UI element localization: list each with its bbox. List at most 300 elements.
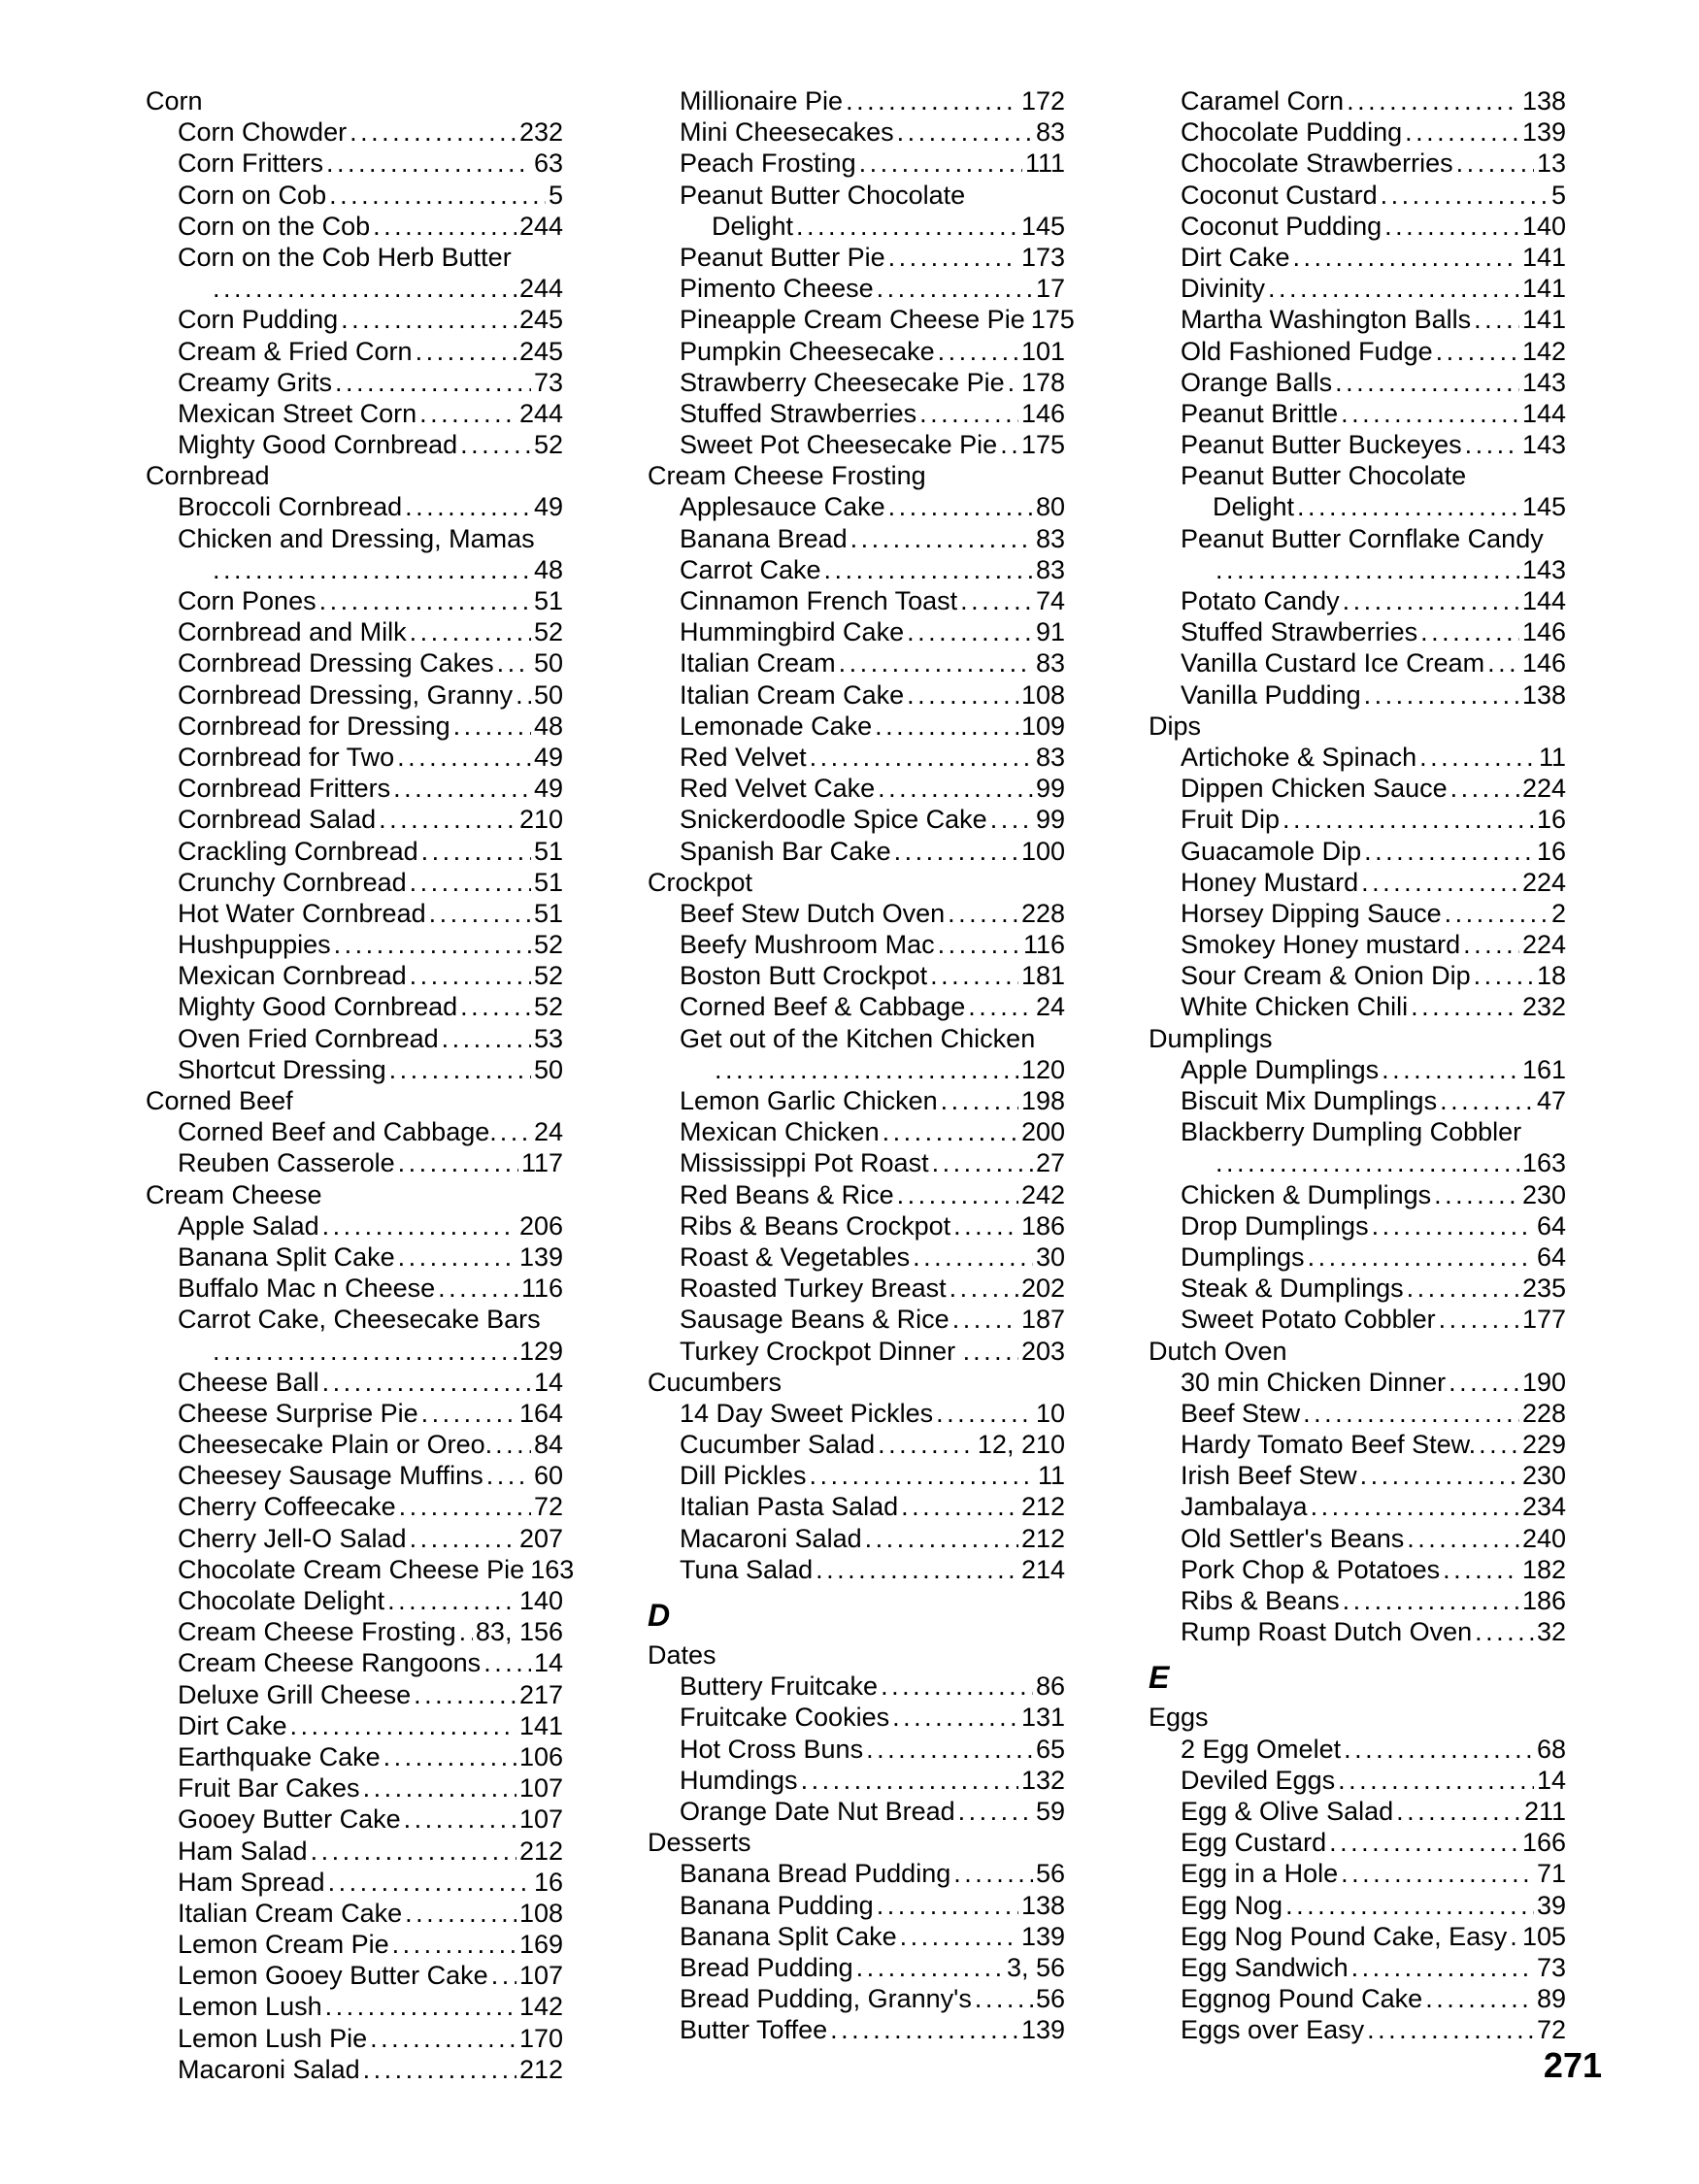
entry-title: Divinity <box>1181 274 1266 304</box>
index-entry <box>680 711 1065 742</box>
page-ref: 244 <box>518 274 563 304</box>
index-entry <box>178 1147 563 1178</box>
index-entry <box>178 1241 563 1273</box>
page-ref: 232 <box>518 117 563 148</box>
entry-title: Artichoke & Spinach <box>1181 742 1417 772</box>
index-entry-wrap-first <box>680 180 1065 211</box>
page-ref: 146 <box>1521 648 1566 678</box>
page-ref: 141 <box>1521 242 1566 272</box>
entry-title: Egg & Olive Salad <box>1181 1796 1394 1826</box>
dot-leader <box>290 1710 516 1741</box>
page-ref: 170 <box>518 2023 563 2053</box>
page-ref: 14 <box>533 1367 563 1397</box>
index-entry <box>178 398 563 429</box>
page-ref: 235 <box>1521 1274 1566 1304</box>
entry-title: Peanut Brittle <box>1181 398 1339 428</box>
page-ref: 217 <box>518 1679 563 1709</box>
dot-leader <box>1000 429 1018 460</box>
index-entry <box>1181 1210 1566 1241</box>
index-entry <box>1181 2014 1566 2045</box>
entry-title: Cornbread and Milk <box>178 617 407 647</box>
dot-leader <box>421 836 531 867</box>
entry-title: Guacamole Dip <box>1181 836 1362 866</box>
index-entry-wrap-first <box>1181 460 1566 491</box>
entry-title: Roasted Turkey Breast <box>680 1274 947 1304</box>
page-ref: 84 <box>533 1430 563 1460</box>
dot-leader <box>1443 1554 1519 1585</box>
category-header <box>146 1179 563 1210</box>
page-ref: 141 <box>1521 274 1566 304</box>
dot-leader <box>1407 1273 1519 1304</box>
entry-title: Ribs & Beans <box>1181 1586 1340 1615</box>
page-ref: 182 <box>1521 1554 1566 1584</box>
dot-leader <box>839 647 1033 678</box>
category-title: Cream Cheese <box>146 1179 322 1209</box>
index-entry <box>1181 1085 1566 1116</box>
page-ref: 143 <box>1521 430 1566 460</box>
page-ref: 59 <box>1035 1796 1065 1826</box>
index-entry <box>1181 1241 1566 1273</box>
index-entry <box>1181 804 1566 835</box>
entry-title: Banana Split Cake <box>178 1241 395 1272</box>
page-ref: 232 <box>1521 992 1566 1022</box>
index-entry <box>178 1429 563 1460</box>
index-entry <box>1181 773 1566 804</box>
index-entry <box>680 1671 1065 1702</box>
entry-title: Egg Nog <box>1181 1890 1283 1920</box>
page-ref: 17 <box>1035 274 1065 304</box>
dot-leader <box>953 1210 1018 1241</box>
dot-leader <box>410 867 531 898</box>
dot-leader <box>325 1991 516 2022</box>
page-ref: 83, 156 <box>475 1617 563 1647</box>
entry-title: Banana Split Cake <box>680 1921 897 1951</box>
dot-leader <box>856 1952 1004 1983</box>
index-entry <box>178 1960 563 1991</box>
page-ref: 48 <box>533 711 563 741</box>
entry-title: Eggs over Easy <box>1181 2015 1365 2045</box>
page-ref: 117 <box>520 1148 563 1178</box>
index-entry <box>178 1803 563 1835</box>
dot-leader <box>1367 2014 1534 2045</box>
page-ref: 56 <box>1035 1984 1065 2014</box>
dot-leader <box>416 336 516 367</box>
index-entry <box>178 367 563 398</box>
dot-leader <box>1381 180 1549 211</box>
entry-title: Hushpuppies <box>178 930 331 960</box>
index-entry <box>178 929 563 960</box>
entry-title: Ham Salad <box>178 1836 308 1866</box>
page-ref: 5 <box>548 180 563 210</box>
page-ref: 143 <box>1521 367 1566 397</box>
page-ref: 141 <box>1521 305 1566 335</box>
category-header <box>648 1639 1065 1671</box>
entry-title: Drop Dumplings <box>1181 1210 1369 1241</box>
entry-title: Cheese Ball <box>178 1367 319 1397</box>
entry-title: Deluxe Grill Cheese <box>178 1679 412 1709</box>
page-ref: 244 <box>518 398 563 428</box>
index-entry <box>1181 1179 1566 1210</box>
dot-leader <box>405 1898 516 1929</box>
entry-title: Lemonade Cake <box>680 711 873 741</box>
dot-leader <box>1419 742 1536 773</box>
category-title: Desserts <box>648 1828 751 1858</box>
dot-leader <box>936 1398 1033 1429</box>
page-ref: 139 <box>1020 1921 1065 1951</box>
page-ref: 230 <box>1521 1461 1566 1491</box>
index-entry <box>1181 1858 1566 1889</box>
entry-title: Corn on the Cob <box>178 211 371 241</box>
page-ref: 83 <box>1035 742 1065 772</box>
entry-title: Chicken and Dressing, Mamas <box>178 523 535 553</box>
entry-title: Peanut Butter Pie <box>680 242 885 272</box>
category-title: Corned Beef <box>146 1086 293 1115</box>
page-ref: 24 <box>533 1117 563 1147</box>
index-entry <box>178 1898 563 1929</box>
dot-leader <box>491 1960 516 1991</box>
index-entry <box>680 336 1065 367</box>
index-entry <box>178 585 563 616</box>
index-entry <box>178 1647 563 1678</box>
entry-title: Cornbread for Two <box>178 742 395 772</box>
index-entry <box>178 2023 563 2054</box>
page-ref: 245 <box>518 336 563 366</box>
index-entry-continuation <box>210 554 563 585</box>
entry-title: Egg Custard <box>1181 1828 1327 1858</box>
page-ref: 107 <box>518 1804 563 1835</box>
index-entry-wrap-first <box>178 523 563 554</box>
entry-title: Cheesey Sausage Muffins <box>178 1461 483 1491</box>
entry-title: Bread Pudding <box>680 1952 853 1982</box>
entry-title: Mexican Street Corn <box>178 398 417 428</box>
index-column-2 <box>648 85 1075 2045</box>
page-ref: 11 <box>1538 742 1566 772</box>
page-ref: 49 <box>533 492 563 522</box>
entry-title: Chocolate Cream Cheese Pie <box>178 1554 525 1584</box>
index-entry <box>1181 1398 1566 1429</box>
page-ref: 30 <box>1035 1241 1065 1272</box>
index-entry <box>1181 616 1566 647</box>
entry-title: Cucumber Salad <box>680 1430 876 1460</box>
dot-leader <box>1384 211 1519 242</box>
entry-title: Irish Beef Stew <box>1181 1461 1357 1491</box>
index-entry-wrap-first <box>680 1023 1065 1054</box>
index-entry <box>680 1304 1065 1335</box>
entry-title: Sweet Pot Cheesecake Pie <box>680 430 998 460</box>
dot-leader <box>213 1336 516 1367</box>
entry-title: Buttery Fruitcake <box>680 1671 879 1702</box>
dot-leader <box>907 679 1018 711</box>
dot-leader <box>1308 1241 1534 1273</box>
page-ref: 177 <box>1521 1305 1566 1335</box>
index-entry <box>178 867 563 898</box>
dot-leader <box>888 242 1018 273</box>
index-entry <box>1181 1734 1566 1765</box>
page-ref: 109 <box>1020 711 1065 741</box>
entry-title: Cornbread Dressing, Granny <box>178 679 514 710</box>
entry-title: Boston Butt Crockpot <box>680 961 928 991</box>
index-entry <box>178 991 563 1022</box>
dot-leader <box>1463 929 1519 960</box>
index-entry <box>1181 929 1566 960</box>
entry-title: Bread Pudding, Granny's <box>680 1984 972 2014</box>
dot-leader <box>865 1523 1018 1554</box>
dot-leader <box>410 616 531 647</box>
index-entry <box>680 1523 1065 1554</box>
entry-title: Fruit Dip <box>1181 805 1281 835</box>
dot-leader <box>1465 429 1519 460</box>
index-entry <box>680 1336 1065 1367</box>
page-ref: 48 <box>533 554 563 584</box>
index-entry <box>178 898 563 929</box>
page-ref: 210 <box>518 805 563 835</box>
dot-leader <box>213 554 531 585</box>
entry-title: Banana Pudding <box>680 1890 874 1920</box>
entry-title: Cheesecake Plain or Oreo. <box>178 1430 493 1460</box>
category-header <box>648 460 1065 491</box>
entry-title: Gooey Butter Cake <box>178 1804 401 1835</box>
dot-leader <box>1439 1304 1519 1335</box>
entry-title: Hot Water Cornbread <box>178 898 426 928</box>
page-ref: 56 <box>1035 1859 1065 1889</box>
page-ref: 175 <box>1030 305 1075 335</box>
dot-leader <box>883 1116 1018 1147</box>
dot-leader <box>322 1367 531 1398</box>
page-ref: 181 <box>1020 961 1065 991</box>
entry-title: Potato Candy <box>1181 586 1340 615</box>
index-entry-wrap-first <box>178 1304 563 1335</box>
entry-title: Egg Sandwich <box>1181 1952 1349 1982</box>
page-ref: 51 <box>533 898 563 928</box>
page-ref: 2 <box>1550 898 1566 928</box>
entry-title: Cinnamon French Toast <box>680 586 958 615</box>
entry-title: Old Settler's Beans <box>1181 1523 1405 1553</box>
dot-leader <box>1311 1491 1519 1522</box>
entry-title: Cream Cheese Frosting <box>178 1617 456 1647</box>
dot-leader <box>373 211 516 242</box>
index-entry <box>1181 1523 1566 1554</box>
index-entry <box>178 647 563 678</box>
dot-leader <box>1382 1054 1519 1085</box>
category-header <box>1149 1023 1566 1054</box>
index-entry-continuation <box>210 1336 563 1367</box>
entry-title: Italian Cream Cake <box>680 679 905 710</box>
page-ref: 163 <box>530 1554 575 1584</box>
page-ref: 140 <box>518 1586 563 1615</box>
entry-title: Earthquake Cake <box>178 1741 381 1771</box>
dot-leader <box>888 491 1033 522</box>
dot-leader <box>897 116 1033 148</box>
dot-leader <box>1364 836 1534 867</box>
entry-title: Mighty Good Cornbread <box>178 992 458 1022</box>
dot-leader <box>907 616 1033 647</box>
entry-title: Pimento Cheese <box>680 274 874 304</box>
entry-title: Oven Fried Cornbread <box>178 1023 439 1053</box>
category-header <box>146 1085 563 1116</box>
entry-title: Orange Date Nut Bread <box>680 1796 955 1826</box>
page-ref: 198 <box>1020 1086 1065 1115</box>
index-entry <box>1181 1983 1566 2014</box>
dot-leader <box>326 148 531 179</box>
entry-title: Corn Pones <box>178 586 316 615</box>
dot-leader <box>801 1765 1018 1796</box>
page-ref: 212 <box>518 2054 563 2084</box>
page-ref: 146 <box>1521 617 1566 647</box>
entry-title: Peanut Butter Buckeyes <box>1181 430 1462 460</box>
entry-title: Dumplings <box>1181 1241 1305 1272</box>
index-entry <box>1181 242 1566 273</box>
category-title: Dips <box>1149 711 1202 741</box>
dot-leader <box>363 2054 516 2085</box>
page-ref: 60 <box>533 1461 563 1491</box>
index-entry <box>178 1367 563 1398</box>
dot-leader <box>383 1741 516 1772</box>
index-entry <box>680 554 1065 585</box>
page-ref: 228 <box>1020 898 1065 928</box>
entry-title: Butter Toffee <box>680 2015 828 2045</box>
dot-leader <box>1360 1460 1519 1491</box>
page-ref: 138 <box>1521 679 1566 710</box>
index-entry <box>1181 1585 1566 1616</box>
page-ref: 166 <box>1521 1828 1566 1858</box>
index-entry <box>1181 1796 1566 1827</box>
entry-title: Crunchy Cornbread <box>178 867 407 897</box>
dot-leader <box>938 336 1018 367</box>
page-ref: 144 <box>1521 398 1566 428</box>
page-ref: 14 <box>533 1648 563 1678</box>
category-header <box>648 1367 1065 1398</box>
entry-title: White Chicken Chili <box>1181 992 1409 1022</box>
dot-leader <box>1285 1890 1534 1921</box>
entry-title: Corn Fritters <box>178 149 324 179</box>
entry-title: Corn Pudding <box>178 305 339 335</box>
dot-leader <box>393 773 531 804</box>
entry-title: Crackling Cornbread <box>178 836 418 866</box>
page-ref: 89 <box>1536 1984 1566 2014</box>
entry-title: Honey Mustard <box>1181 867 1359 897</box>
entry-title: Egg in a Hole <box>1181 1859 1339 1889</box>
index-entry <box>178 2054 563 2085</box>
dot-leader <box>1335 367 1519 398</box>
index-entry <box>178 180 563 211</box>
index-entry <box>1181 1273 1566 1304</box>
dot-leader <box>213 273 516 304</box>
entry-title: Egg Nog Pound Cake, Easy <box>1181 1921 1508 1951</box>
index-entry <box>680 1983 1065 2014</box>
dot-leader <box>1361 867 1519 898</box>
page-ref: 163 <box>1521 1148 1566 1178</box>
entry-title: Cornbread Fritters <box>178 774 391 804</box>
dot-leader <box>990 804 1033 835</box>
category-title: Cucumbers <box>648 1367 783 1397</box>
entry-title: Orange Balls <box>1181 367 1333 397</box>
index-entry <box>680 398 1065 429</box>
page-ref: 86 <box>1035 1671 1065 1702</box>
page-ref: 74 <box>1035 586 1065 615</box>
page-ref: 50 <box>533 1054 563 1084</box>
index-entry-continuation <box>712 211 1065 242</box>
entry-title: Stuffed Strawberries <box>1181 617 1418 647</box>
index-entry-continuation <box>1213 1147 1566 1178</box>
page-ref: 50 <box>533 648 563 678</box>
entry-title: Red Beans & Rice <box>680 1179 894 1209</box>
index-entry <box>178 1679 563 1710</box>
dot-leader <box>1510 1921 1519 1952</box>
index-entry <box>1181 180 1566 211</box>
index-entry <box>178 1460 563 1491</box>
dot-leader <box>715 1054 1018 1085</box>
index-entry <box>1181 867 1566 898</box>
entry-title: Lemon Lush <box>178 1992 322 2022</box>
index-entry <box>680 679 1065 711</box>
dot-leader <box>1450 773 1519 804</box>
dot-leader <box>516 679 531 711</box>
page-ref: 200 <box>1020 1117 1065 1147</box>
dot-leader <box>958 1796 1033 1827</box>
dot-leader <box>398 1241 516 1273</box>
index-entry <box>1181 1952 1566 1983</box>
index-entry <box>178 1491 563 1522</box>
entry-title: Eggnog Pound Cake <box>1181 1984 1423 2014</box>
page-ref: 175 <box>1020 430 1065 460</box>
entry-title: Dippen Chicken Sauce <box>1181 774 1448 804</box>
entry-title: Mexican Chicken <box>680 1117 880 1147</box>
index-entry <box>680 491 1065 522</box>
entry-title: Turkey Crockpot Dinner . <box>680 1336 971 1366</box>
dot-leader <box>941 1085 1018 1116</box>
entry-title: Peanut Butter Chocolate <box>680 180 966 210</box>
category-title: Cream Cheese Frosting <box>648 461 926 491</box>
entry-title: Carrot Cake, Cheesecake Bars <box>178 1305 541 1335</box>
dot-leader <box>404 1803 516 1835</box>
entry-title: Get out of the Kitchen Chicken <box>680 1023 1036 1053</box>
index-entry <box>680 429 1065 460</box>
page-ref: 52 <box>533 992 563 1022</box>
entry-title: Deviled Eggs <box>1181 1765 1336 1795</box>
entry-title: Pumpkin Cheesecake <box>680 336 935 366</box>
page-ref: 71 <box>1536 1859 1566 1889</box>
index-entry <box>1181 1554 1566 1585</box>
letter-label: D <box>648 1598 671 1633</box>
entry-title: Chocolate Pudding <box>1181 117 1403 148</box>
page-ref: 164 <box>518 1398 563 1428</box>
category-header <box>648 867 1065 898</box>
dot-leader <box>877 1890 1018 1921</box>
page-ref: 16 <box>533 1867 563 1897</box>
index-entry <box>680 1398 1065 1429</box>
page-ref: 144 <box>1521 586 1566 615</box>
index-entry <box>178 1867 563 1898</box>
category-header <box>648 1827 1065 1858</box>
dot-leader <box>405 491 531 522</box>
entry-title: 30 min Chicken Dinner <box>1181 1367 1447 1397</box>
dot-leader <box>319 585 531 616</box>
entry-title: Rump Roast Dutch Oven <box>1181 1617 1473 1647</box>
page-ref: 229 <box>1521 1430 1566 1460</box>
page-ref: 212 <box>518 1836 563 1866</box>
page-ref: 139 <box>1521 117 1566 148</box>
entry-title: Corned Beef and Cabbage. <box>178 1117 497 1147</box>
dot-leader <box>938 929 1020 960</box>
page-ref: 107 <box>518 1961 563 1991</box>
entry-title: Corn on the Cob Herb Butter <box>178 242 512 272</box>
index-entry <box>178 1054 563 1085</box>
entry-title: 14 Day Sweet Pickles <box>680 1398 934 1428</box>
entry-title: Fruitcake Cookies <box>680 1703 890 1733</box>
dot-leader <box>1372 1210 1534 1241</box>
entry-title: Dirt Cake <box>178 1710 287 1740</box>
page-ref: 18 <box>1536 961 1566 991</box>
